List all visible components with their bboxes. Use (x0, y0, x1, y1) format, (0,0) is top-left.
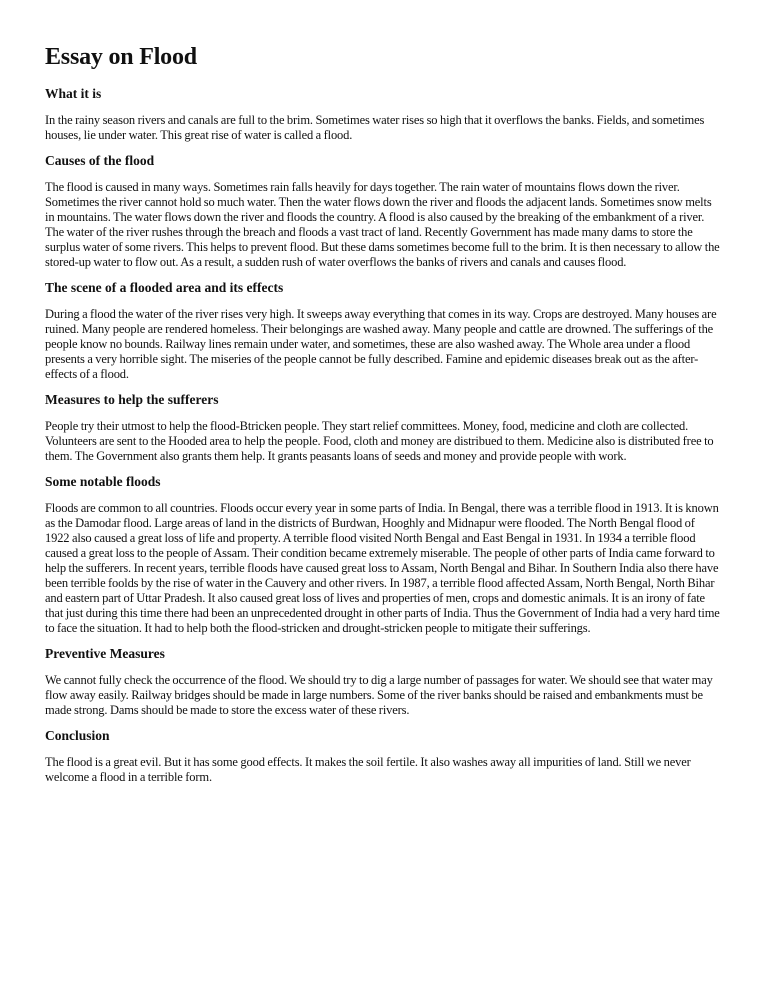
section-paragraph: The flood is a great evil. But it has some good effects. It makes the soil fertile. It also washes away all impurities of land. Still we never welcome a flood in a terrible form. (45, 755, 691, 784)
page-title: Essay on Flood (45, 44, 197, 70)
section-heading: Causes of the flood (45, 153, 155, 168)
section-heading: Measures to help the sufferers (45, 392, 219, 407)
section-heading: The scene of a flooded area and its effects (45, 280, 284, 295)
section-heading: Conclusion (45, 728, 110, 743)
section-preventive (45, 646, 720, 718)
section-heading: What it is (45, 86, 102, 101)
section-scene (45, 280, 720, 382)
section-paragraph: We cannot fully check the occurrence of the flood. We should try to dig a large number of passages for water. We should see that water may flow away easily. Railway bridges should be made in large numbers. Some of the river banks should be raised and embankments must be made strong. Dams should be made to store the excess water of these rivers. (45, 673, 713, 717)
section-conclusion (45, 728, 720, 785)
section-paragraph: People try their utmost to help the flood-Btricken people. They start relief committees. Money, food, medicine and cloth are collected. Volunteers are sent to the Hooded area to help the people. Food, cloth and money are distribued to them. Medicine also is distributed free to them. The Government also grants them help. It grants peasants loans of seeds and money and provide people with work. (45, 419, 714, 463)
essay-page (45, 42, 720, 795)
section-what-it-is (45, 86, 720, 143)
section-paragraph: The flood is caused in many ways. Sometimes rain falls heavily for days together. The rain water of mountains flows down the river. Sometimes the river cannot hold so much water. Then the water flows down the river and floods the adjacent lands. Sometimes snow melts in mountains. The water flows down the river and floods the country. A flood is also caused by the breaking of the embankment of a river. The water of the river rushes through the breach and floods a vast tract of land. Recently Government has made many dams to store the surplus water of some rivers. This helps to prevent flood. But these dams sometimes become full to the brim. It is then necessary to allow the stored-up water to flow out. As a result, a sudden rush of water overflows the banks of rivers and canals and causes flood. (45, 180, 720, 269)
section-paragraph: In the rainy season rivers and canals are full to the brim. Sometimes water rises so high that it overflows the banks. Fields, and sometimes houses, lie under water. This great rise of water is called a flood. (45, 113, 705, 142)
section-heading: Some notable floods (45, 474, 161, 489)
section-causes (45, 153, 720, 270)
section-notable-floods (45, 474, 720, 636)
section-measures (45, 392, 720, 464)
section-paragraph: Floods are common to all countries. Floods occur every year in some parts of India. In Bengal, there was a terrible flood in 1913. It is known as the Damodar flood. Large areas of land in the districts of Burdwan, Hooghly and Midnapur were flooded. The North Bengal flood of 1922 also caused a great loss of life and property. A terrible flood visited North Bengal and East Bengal in 1931. In 1934 a terrible flood caused a great loss to the people of Assam. Their condition became extremely miserable. The people of other parts of India came forward to help the sufferers. In recent years, terrible floods have caused great loss to Assam, North Bengal and Bihar. In Southern India also there have been terrible foolds by the rise of water in the Cauvery and other rivers. In 1987, a terrible flood affected Assam, North Bengal, North Bihar and eastern part of Uttar Pradesh. It also caused great loss of lives and properties of men, crops and domestic animals. It is an irony of fate that just during this time there had been an unprecedented drought in other parts of India. Thus the Government of India had a very hard time to face the situation. It had to help both the flood-stricken and drought-stricken people to mitigate their sufferings. (45, 501, 720, 635)
section-heading: Preventive Measures (45, 646, 165, 661)
section-paragraph: During a flood the water of the river rises very high. It sweeps away everything that comes in its way. Crops are destroyed. Many houses are ruined. Many people are rendered homeless. Their belongings are washed away. Many people and cattle are drowned. The sufferings of the people know no bounds. Railway lines remain under water, and sometimes, these are also washed away. The Whole area under a flood presents a very horrible sight. The miseries of the people cannot be fully described. Famine and epidemic diseases break out as the after-effects of a flood. (45, 307, 717, 381)
